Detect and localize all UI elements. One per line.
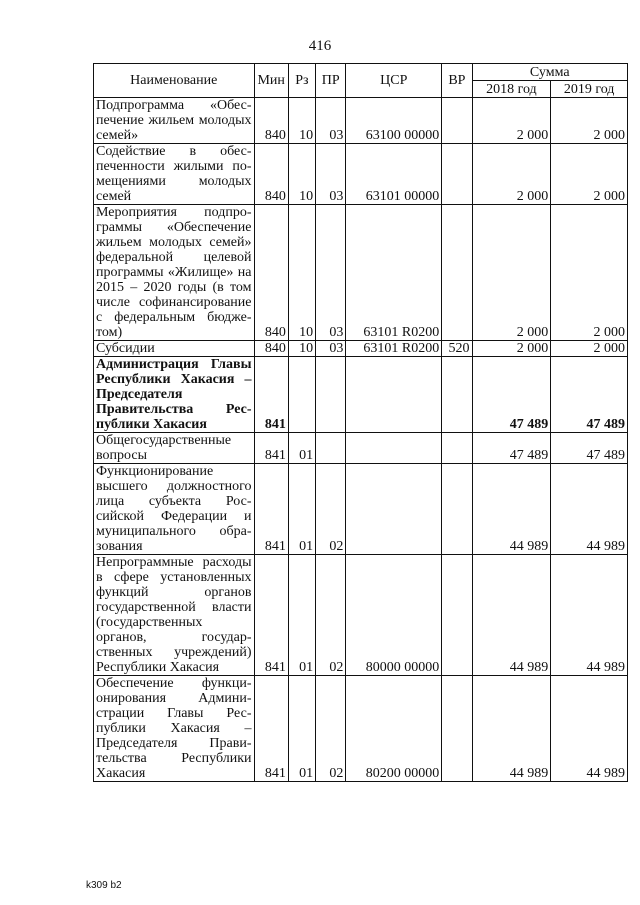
table-row bbox=[94, 357, 628, 433]
cell-rz: 01 bbox=[288, 433, 315, 464]
cell-pr: 03 bbox=[316, 205, 346, 341]
table-row bbox=[94, 144, 628, 205]
cell-name: Мероприятия подпрограммы «Обеспечение жильем молодых семей» федеральной целевой программы «Жилище» на 2015 – 2020 годы (в том числе софинансирование с федеральным бюджетом) bbox=[94, 205, 255, 341]
cell-2018: 47 489 bbox=[472, 433, 551, 464]
cell-pr bbox=[316, 357, 346, 433]
cell-min: 841 bbox=[254, 433, 288, 464]
table-row bbox=[94, 676, 628, 782]
cell-rz: 10 bbox=[288, 144, 315, 205]
page-number: 416 bbox=[308, 38, 332, 54]
cell-vr bbox=[442, 144, 472, 205]
cell-pr: 02 bbox=[316, 464, 346, 555]
cell-vr bbox=[442, 357, 472, 433]
cell-min: 840 bbox=[254, 205, 288, 341]
cell-name: Содействие в обеспеченности жилыми помещениями молодых семей bbox=[94, 144, 255, 205]
header-year-2019: 2019 год bbox=[551, 81, 628, 98]
cell-min: 841 bbox=[254, 555, 288, 676]
cell-pr: 03 bbox=[316, 144, 346, 205]
cell-2018: 44 989 bbox=[472, 555, 551, 676]
cell-name: Функционирование высшего должностного лица субъекта Российской Федерации и муниципального образования bbox=[94, 464, 255, 555]
cell-2018: 44 989 bbox=[472, 676, 551, 782]
cell-csr: 63101 00000 bbox=[346, 144, 442, 205]
cell-vr bbox=[442, 676, 472, 782]
cell-min: 841 bbox=[254, 357, 288, 433]
cell-2019: 47 489 bbox=[551, 433, 628, 464]
cell-rz: 01 bbox=[288, 464, 315, 555]
header-name: Наименование bbox=[94, 64, 255, 98]
cell-vr bbox=[442, 98, 472, 144]
cell-vr bbox=[442, 433, 472, 464]
cell-2019: 2 000 bbox=[551, 98, 628, 144]
table-row bbox=[94, 555, 628, 676]
cell-2018: 47 489 bbox=[472, 357, 551, 433]
cell-2019: 44 989 bbox=[551, 555, 628, 676]
cell-2019: 44 989 bbox=[551, 676, 628, 782]
header-min: Мин bbox=[254, 64, 288, 98]
cell-name: Субсидии bbox=[94, 341, 255, 357]
cell-rz: 10 bbox=[288, 205, 315, 341]
cell-name: Непрограммные расходы в сфере установленных функций органов государственной власти (государственных органов, государственных учреждений) Республики Хакасия bbox=[94, 555, 255, 676]
cell-2019: 2 000 bbox=[551, 144, 628, 205]
cell-pr: 03 bbox=[316, 98, 346, 144]
cell-vr: 520 bbox=[442, 341, 472, 357]
header-csr: ЦСР bbox=[346, 64, 442, 98]
cell-rz: 10 bbox=[288, 341, 315, 357]
cell-csr: 63101 R0200 bbox=[346, 341, 442, 357]
cell-rz bbox=[288, 357, 315, 433]
header-sum: Сумма bbox=[472, 64, 627, 81]
table-header bbox=[94, 64, 628, 98]
cell-vr bbox=[442, 205, 472, 341]
cell-2018: 2 000 bbox=[472, 341, 551, 357]
cell-min: 841 bbox=[254, 464, 288, 555]
cell-2019: 2 000 bbox=[551, 341, 628, 357]
cell-csr: 80000 00000 bbox=[346, 555, 442, 676]
cell-min: 840 bbox=[254, 144, 288, 205]
table-body bbox=[94, 98, 628, 782]
cell-pr: 03 bbox=[316, 341, 346, 357]
header-year-2018: 2018 год bbox=[472, 81, 551, 98]
cell-2018: 2 000 bbox=[472, 205, 551, 341]
cell-2019: 2 000 bbox=[551, 205, 628, 341]
table-row bbox=[94, 98, 628, 144]
footer-code: k309 b2 bbox=[86, 880, 122, 891]
cell-name: Обеспечение функционирования Администрации Главы Республики Хакасия – Председателя Правительства Республики Хакасия bbox=[94, 676, 255, 782]
cell-min: 840 bbox=[254, 341, 288, 357]
table-row bbox=[94, 205, 628, 341]
table-row bbox=[94, 464, 628, 555]
cell-rz: 10 bbox=[288, 98, 315, 144]
cell-rz: 01 bbox=[288, 676, 315, 782]
cell-2019: 47 489 bbox=[551, 357, 628, 433]
cell-vr bbox=[442, 555, 472, 676]
cell-csr: 80200 00000 bbox=[346, 676, 442, 782]
budget-table bbox=[93, 63, 628, 782]
cell-pr: 02 bbox=[316, 676, 346, 782]
cell-csr bbox=[346, 464, 442, 555]
table-row bbox=[94, 341, 628, 357]
cell-pr: 02 bbox=[316, 555, 346, 676]
cell-csr: 63100 00000 bbox=[346, 98, 442, 144]
cell-rz: 01 bbox=[288, 555, 315, 676]
cell-csr bbox=[346, 433, 442, 464]
cell-csr bbox=[346, 357, 442, 433]
cell-min: 840 bbox=[254, 98, 288, 144]
cell-vr bbox=[442, 464, 472, 555]
header-rz: Рз bbox=[288, 64, 315, 98]
cell-2019: 44 989 bbox=[551, 464, 628, 555]
header-vr: ВР bbox=[442, 64, 472, 98]
cell-2018: 2 000 bbox=[472, 144, 551, 205]
cell-pr bbox=[316, 433, 346, 464]
cell-name: Подпрограмма «Обеспечение жильем молодых семей» bbox=[94, 98, 255, 144]
table-row bbox=[94, 433, 628, 464]
cell-2018: 44 989 bbox=[472, 464, 551, 555]
cell-2018: 2 000 bbox=[472, 98, 551, 144]
cell-name: Администрация Главы Республики Хакасия – Председателя Правительства Республики Хакасия bbox=[94, 357, 255, 433]
cell-min: 841 bbox=[254, 676, 288, 782]
cell-name: Общегосударственные вопросы bbox=[94, 433, 255, 464]
header-pr: ПР bbox=[316, 64, 346, 98]
cell-csr: 63101 R0200 bbox=[346, 205, 442, 341]
